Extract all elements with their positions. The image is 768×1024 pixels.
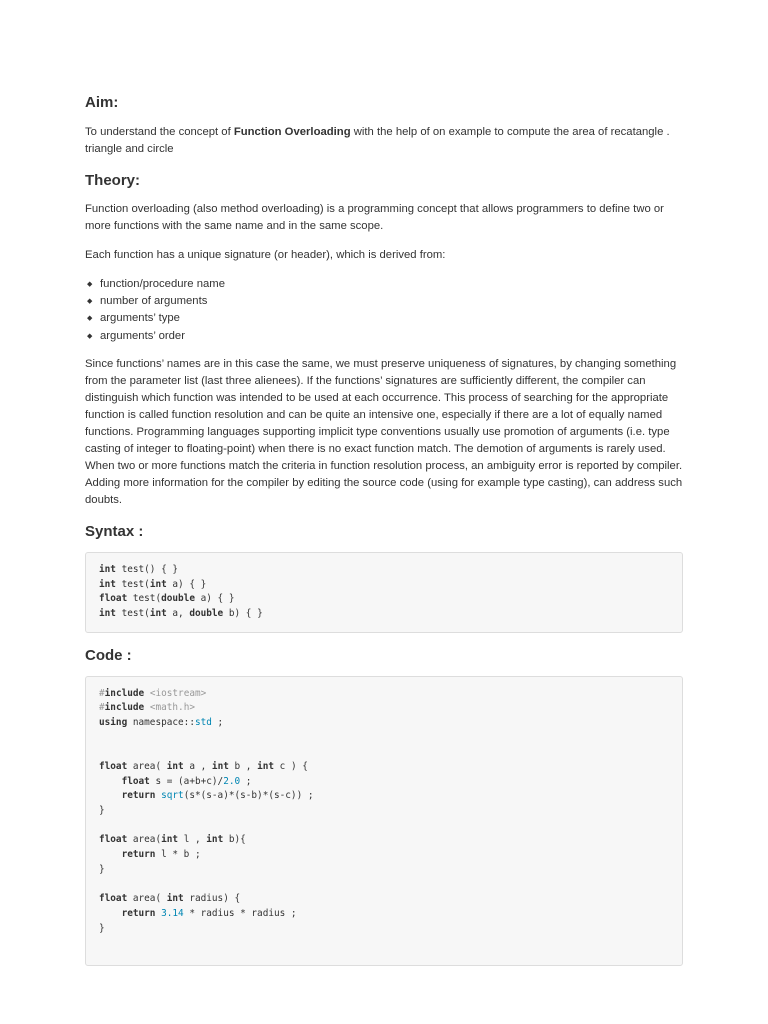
code-line (99, 745, 669, 760)
code-line (99, 907, 669, 922)
code-token: b){ (223, 834, 246, 846)
list-item (85, 310, 683, 327)
list-item-text: number of arguments (100, 295, 208, 308)
code-token (99, 776, 122, 787)
code-line (99, 848, 669, 863)
code-line (99, 701, 669, 716)
aim-heading: Aim: (85, 94, 119, 111)
code-token: ; (211, 716, 224, 728)
code-line (99, 760, 669, 775)
code-line (99, 716, 669, 731)
theory-heading: Theory: (85, 172, 141, 189)
code-token: int (206, 834, 224, 846)
code-token: b) { } (223, 607, 263, 619)
code-token: int (99, 563, 116, 575)
code-token: float (99, 834, 128, 846)
code-line (99, 578, 669, 593)
document-content (85, 92, 683, 966)
code-token: s = (a+b+c)/ (149, 775, 224, 787)
code-token: radius) { (183, 893, 241, 905)
code-token: l , (178, 834, 207, 846)
code-token: 3.14 (161, 907, 184, 919)
code-token: include (104, 702, 145, 714)
code-token: l * b ; (155, 849, 201, 861)
code-token: c ) { (274, 761, 308, 772)
code-token: int (211, 761, 229, 772)
code-token: area( (127, 834, 162, 846)
code-token: } (99, 922, 105, 934)
code-line (99, 687, 669, 702)
code-token: return (121, 849, 156, 861)
theory-paragraph-2: Each function has a unique signature (or header), which is derived from: (85, 249, 446, 261)
code-token: } (99, 863, 105, 875)
bullet-icon: ◆ (87, 281, 93, 288)
code-token: area( (127, 893, 167, 905)
aim-text (85, 124, 683, 158)
code-token: (s*(s-a)*(s-b)*(s-c)) ; (183, 790, 314, 802)
code-line (99, 863, 669, 878)
list-item (85, 328, 683, 345)
code-token: int (166, 893, 184, 905)
bullet-icon: ◆ (87, 298, 93, 306)
code-token: float (99, 593, 128, 605)
code-token (99, 849, 122, 860)
aim-text-bold: Function Overloading (233, 126, 351, 138)
code-token: int (99, 607, 116, 619)
code-token: int (161, 834, 179, 846)
aim-text-before: To understand the concept of (85, 126, 234, 138)
code-token: double (161, 593, 195, 605)
code-token: include (104, 687, 145, 699)
code-token (99, 790, 122, 801)
code-token: float (121, 775, 150, 787)
theory-paragraph-1: Function overloading (also method overloading) is a programming concept that allows programmers to define two or more functions with the same name and in the same scope. (85, 203, 664, 232)
code-token: # (99, 687, 105, 699)
code-token: <iostream> (149, 687, 207, 699)
code-token: 2.0 (223, 775, 241, 787)
code-token: ; (240, 775, 252, 787)
code-token: namespace:: (127, 716, 195, 728)
syntax-code-block (85, 552, 683, 633)
code-line (99, 878, 669, 893)
list-item-text: arguments’ type (100, 312, 180, 325)
code-token (99, 908, 122, 919)
code-token: a) { } (166, 578, 207, 590)
code-line (99, 731, 669, 746)
code-token: a, (166, 607, 190, 619)
code-token: test( (115, 578, 150, 590)
code-token: return (121, 907, 156, 919)
code-line (99, 775, 669, 790)
code-token: <math.h> (149, 702, 195, 714)
list-item (85, 293, 683, 310)
code-token: b , (228, 761, 258, 772)
code-token: int (149, 607, 167, 619)
code-token: return (121, 790, 156, 802)
code-token: a , (183, 761, 212, 772)
signature-list (85, 276, 683, 345)
code-token: sqrt (161, 790, 184, 802)
code-line (99, 922, 669, 937)
code-line (99, 592, 669, 607)
code-token: int (149, 578, 167, 590)
list-item (85, 276, 683, 293)
code-token: } (99, 805, 105, 817)
list-item-text: arguments’ order (100, 329, 185, 342)
code-token: * radius * radius ; (183, 907, 297, 919)
code-token: float (99, 893, 128, 905)
bullet-icon: ◆ (87, 315, 93, 323)
code-token: int (257, 761, 275, 772)
aim-text-after: with the help of on example to compute the area of recatangle . triangle and circle (85, 126, 670, 155)
code-token: # (99, 702, 105, 714)
code-token: area( (127, 761, 167, 772)
code-line (99, 804, 669, 819)
source-code-block (85, 676, 683, 966)
bullet-icon: ◆ (87, 332, 93, 340)
code-token: test() { } (115, 563, 179, 575)
code-heading: Code : (85, 646, 132, 664)
code-token: int (99, 578, 116, 590)
code-token: a) { } (194, 593, 235, 605)
code-token: test( (115, 607, 150, 619)
code-line (99, 892, 669, 907)
list-item-text: function/procedure name (100, 278, 225, 290)
code-line (99, 607, 669, 622)
code-token: using (99, 716, 128, 728)
code-line (99, 819, 669, 834)
code-token: int (166, 761, 184, 772)
code-token: float (99, 761, 128, 772)
theory-paragraph-3: Since functions’ names are in this case the same, we must preserve uniqueness of signatures, by changing something from the parameter list (last three alienees). If the functions’ signatures are sufficiently different, the compiler can distinguish which function was intended to be used at each occurrence. This process of searching for the appropriate function is called function resolution and can be quite an intensive one, especially if there are a lot of equally named functions. Programming languages supporting implicit type conventions usually use promotion of arguments (i.e. type casting of integer to floating-point) when there is no exact function match. The demotion of arguments is rarely used. When two or more functions match the criteria in function resolution process, an ambiguity error is reported by compiler. Adding more information for the compiler by editing the source code (using for example type casting), can address such doubts. (85, 357, 683, 506)
syntax-heading: Syntax : (85, 522, 144, 540)
code-token: double (189, 607, 224, 619)
code-token: std (194, 716, 212, 728)
code-line (99, 789, 669, 804)
code-line (99, 833, 669, 848)
code-line (99, 563, 669, 578)
code-token: test( (127, 593, 162, 605)
